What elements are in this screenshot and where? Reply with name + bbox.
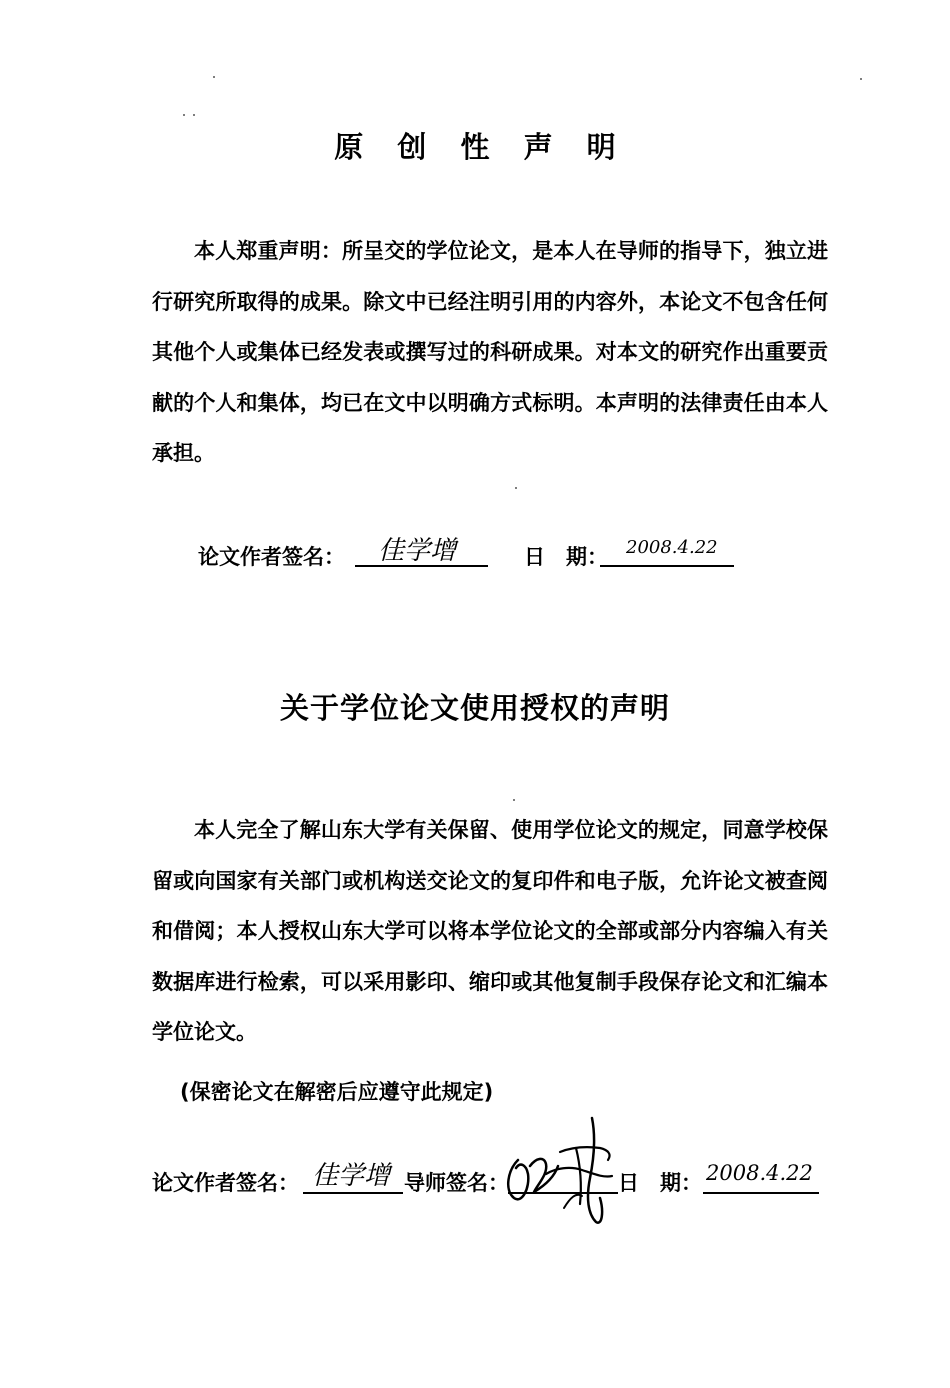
date-value: 2008.4.22 xyxy=(706,1161,813,1185)
author-signature-label: 论文作者签名： xyxy=(198,545,345,569)
authorization-declaration-body: 本人完全了解山东大学有关保留、使用学位论文的规定，同意学校保留或向国家有关部门或机构送交论文的复印件和电子版，允许论文被查阅和借阅；本人授权山东大学可以将本学位论文的全部或部分内容编入有关数据库进行检索，可以采用影印、缩印或其他复制手段保存论文和汇编本学位论文。 xyxy=(152,818,828,1044)
scan-speck xyxy=(183,114,185,116)
scan-speck xyxy=(860,78,862,80)
date-line xyxy=(600,565,734,567)
author-signature: 佳学增 xyxy=(312,1161,391,1191)
date-label: 日 期： xyxy=(618,1171,702,1195)
scan-speck xyxy=(515,487,517,489)
originality-declaration-title: 原 创 性 声 明 xyxy=(334,130,628,164)
date-label: 日 期： xyxy=(524,545,608,569)
originality-declaration-body: 本人郑重声明：所呈交的学位论文，是本人在导师的指导下，独立进行研究所取得的成果。除文中已经注明引用的内容外，本论文不包含任何其他个人或集体已经发表或撰写过的科研成果。对本文的研究作出重要贡献的个人和集体，均已在文中以明确方式标明。本声明的法律责任由本人承担。 xyxy=(152,239,828,465)
advisor-signature-label: 导师签名： xyxy=(404,1171,509,1195)
scan-speck xyxy=(213,76,215,78)
confidential-note: (保密论文在解密后应遵守此规定) xyxy=(180,1080,494,1104)
authorization-declaration-title: 关于学位论文使用授权的声明 xyxy=(279,691,670,725)
advisor-signature xyxy=(500,1108,625,1230)
author-signature-line xyxy=(303,1192,403,1194)
author-signature: 佳学增 xyxy=(378,536,457,566)
date-value: 2008.4.22 xyxy=(626,537,718,558)
scan-speck xyxy=(513,799,515,801)
scan-speck xyxy=(193,114,195,116)
author-signature-label: 论文作者签名： xyxy=(152,1171,299,1195)
date-line xyxy=(703,1192,819,1194)
